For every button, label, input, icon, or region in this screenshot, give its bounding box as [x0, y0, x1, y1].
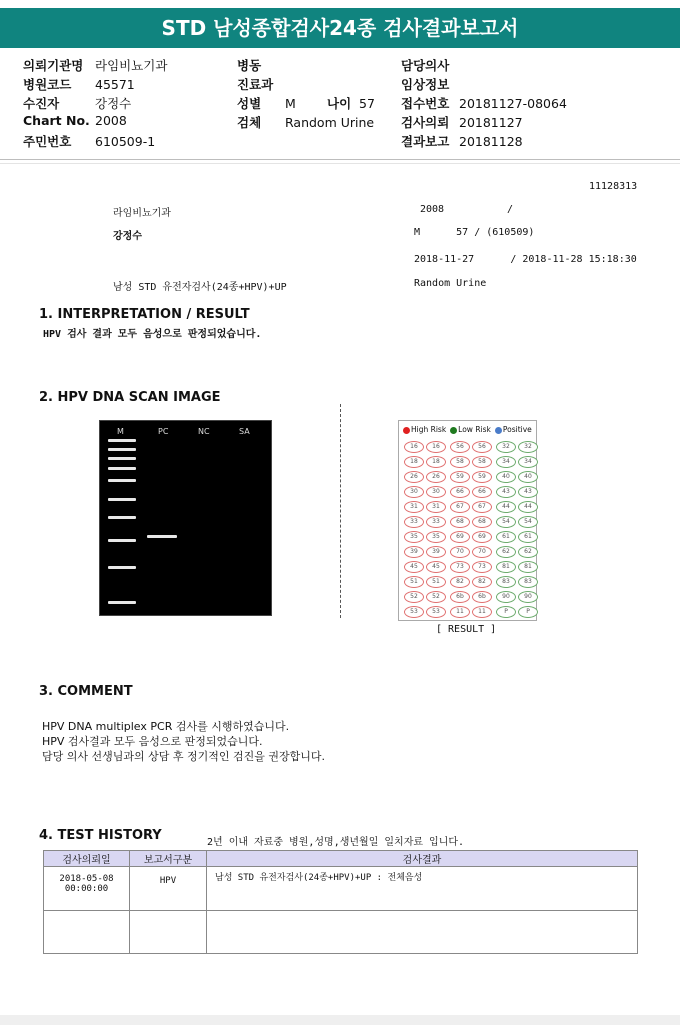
age-label: 나이 [327, 96, 352, 111]
genotype-oval: 59 [472, 471, 492, 483]
genotype-oval: 6b [450, 591, 470, 603]
marker-band [108, 566, 136, 569]
info-test-name: 남성 STD 유전자검사(24종+HPV)+UP [113, 282, 287, 293]
info-dates: 2018-11-27 / 2018-11-28 15:18:30 [414, 254, 637, 265]
clinical-info-label: 임상정보 [401, 77, 450, 92]
genotype-oval: 18 [426, 456, 446, 468]
genotype-oval: 11 [472, 606, 492, 618]
genotype-oval: 70 [472, 546, 492, 558]
history-col-result: 검사결과 [207, 851, 638, 867]
genotype-oval: 26 [426, 471, 446, 483]
genotype-oval: 59 [450, 471, 470, 483]
marker-band [108, 539, 136, 542]
age-value: 57 [359, 96, 375, 111]
sample-code: 11128313 [589, 181, 638, 192]
genotype-oval: 83 [518, 576, 538, 588]
legend-high-risk: High Risk [403, 425, 446, 434]
specimen-label: 검체 [237, 115, 262, 130]
marker-band [108, 479, 136, 482]
history-date-cell: 2018-05-08 00:00:00 [44, 867, 130, 911]
marker-band [108, 457, 136, 460]
history-table [43, 850, 638, 954]
comment-line: HPV DNA multiplex PCR 검사를 시행하였습니다. [42, 720, 290, 733]
genotype-oval: 67 [472, 501, 492, 513]
genotype-oval: 53 [426, 606, 446, 618]
genotype-oval: 68 [450, 516, 470, 528]
legend-low-risk: Low Risk [450, 425, 491, 434]
section-interpretation-title: 1. INTERPRETATION / RESULT [39, 307, 250, 322]
genotype-oval: 66 [450, 486, 470, 498]
gel-image [99, 420, 272, 616]
genotype-oval: 34 [496, 456, 516, 468]
history-type-cell [130, 911, 207, 954]
comment-line: HPV 검사결과 모두 음성으로 판정되었습니다. [42, 735, 263, 748]
genotype-oval: 30 [404, 486, 424, 498]
genotype-oval: 18 [404, 456, 424, 468]
chart-no-value: 2008 [95, 113, 127, 128]
genotype-oval: 6b [472, 591, 492, 603]
request-date-value: 20181127 [459, 115, 523, 130]
genotype-oval: 30 [426, 486, 446, 498]
history-type-cell: HPV [130, 867, 207, 911]
genotype-oval: 69 [472, 531, 492, 543]
comment-line: 담당 의사 선생님과의 상담 후 정기적인 검진을 권장합니다. [42, 750, 325, 763]
hospital-code-label: 병원코드 [23, 77, 72, 92]
history-note: 2년 이내 자료중 병원,성명,생년월일 일치자료 입니다. [207, 837, 465, 848]
genotype-oval: 81 [518, 561, 538, 573]
resident-no-value: 610509-1 [95, 134, 156, 149]
genotype-oval: 32 [518, 441, 538, 453]
genotype-oval: 90 [518, 591, 538, 603]
lane-label-nc: NC [198, 427, 210, 436]
patient-value: 강정수 [95, 96, 132, 111]
receipt-no-value: 20181127-08064 [459, 96, 567, 111]
header-col-2 [237, 56, 375, 132]
table-row [44, 911, 638, 954]
sex-value: M [285, 96, 296, 111]
genotype-oval: 52 [426, 591, 446, 603]
genotype-oval: 54 [518, 516, 538, 528]
lane-label-sa: SA [239, 427, 250, 436]
genotype-oval: P [496, 606, 516, 618]
genotype-oval: 31 [426, 501, 446, 513]
header-col-3 [401, 56, 567, 151]
genotype-oval: 43 [518, 486, 538, 498]
resident-no-label: 주민번호 [23, 134, 72, 149]
genotype-oval: 35 [404, 531, 424, 543]
marker-band [108, 601, 136, 604]
genotype-oval: 66 [472, 486, 492, 498]
genotype-oval: 67 [450, 501, 470, 513]
positive-control-band [147, 535, 177, 538]
genotype-oval: 58 [450, 456, 470, 468]
table-row [44, 867, 638, 911]
info-slash: / [507, 204, 514, 215]
info-chart: 2008 [420, 204, 445, 215]
genotype-oval: 56 [472, 441, 492, 453]
genotype-oval: 43 [496, 486, 516, 498]
genotype-oval: 45 [404, 561, 424, 573]
genotype-oval: P [518, 606, 538, 618]
lane-label-pc: PC [158, 427, 169, 436]
genotype-oval: 44 [518, 501, 538, 513]
genotype-oval: 39 [426, 546, 446, 558]
genotype-oval: 44 [496, 501, 516, 513]
genotype-oval: 56 [450, 441, 470, 453]
report-title: STD 남성종합검사24종 검사결과보고서 [0, 8, 680, 48]
genotype-oval: 52 [404, 591, 424, 603]
report-date-label: 결과보고 [401, 134, 450, 149]
positive-dot-icon [495, 427, 502, 434]
genotype-oval: 90 [496, 591, 516, 603]
header-divider [0, 159, 680, 160]
genotype-oval: 26 [404, 471, 424, 483]
dept-label: 진료과 [237, 77, 274, 92]
genotype-oval: 40 [518, 471, 538, 483]
info-specimen: Random Urine [414, 278, 487, 289]
page-footer-bar [0, 1015, 680, 1025]
genotype-oval: 33 [404, 516, 424, 528]
history-date-cell [44, 911, 130, 954]
genotype-oval: 73 [472, 561, 492, 573]
section-history-title: 4. TEST HISTORY [39, 828, 162, 843]
interpretation-text: HPV 검사 결과 모두 음성으로 판정되었습니다. [43, 329, 262, 340]
history-col-date: 검사의뢰일 [44, 851, 130, 867]
genotype-oval: 34 [518, 456, 538, 468]
request-date-label: 검사의뢰 [401, 115, 450, 130]
genotype-oval: 58 [472, 456, 492, 468]
receipt-no-label: 접수번호 [401, 96, 450, 111]
patient-label: 수진자 [23, 96, 60, 111]
genotype-oval: 61 [518, 531, 538, 543]
header-divider-2 [0, 163, 680, 164]
client-value: 라임비뇨기과 [95, 58, 168, 73]
history-header-row [44, 851, 638, 867]
genotype-oval: 35 [426, 531, 446, 543]
genotype-oval: 62 [518, 546, 538, 558]
legend-positive: Positive [495, 425, 532, 434]
marker-band [108, 439, 136, 442]
high-risk-dot-icon [403, 427, 410, 434]
doctor-label: 담당의사 [401, 58, 450, 73]
genotype-oval: 53 [404, 606, 424, 618]
low-risk-dot-icon [450, 427, 457, 434]
genotype-oval: 33 [426, 516, 446, 528]
genotype-oval: 51 [404, 576, 424, 588]
panel-legend [403, 425, 532, 434]
genotype-oval: 39 [404, 546, 424, 558]
marker-band [108, 448, 136, 451]
genotype-oval: 82 [450, 576, 470, 588]
history-result-cell: 남성 STD 유전자검사(24종+HPV)+UP : 전체음성 [207, 867, 638, 911]
genotype-oval: 16 [426, 441, 446, 453]
genotype-oval: 32 [496, 441, 516, 453]
specimen-value: Random Urine [285, 115, 375, 130]
lane-label-m: M [117, 427, 124, 436]
genotype-oval: 54 [496, 516, 516, 528]
history-col-type: 보고서구분 [130, 851, 207, 867]
comment-block [42, 719, 325, 764]
genotype-oval: 69 [450, 531, 470, 543]
section-comment-title: 3. COMMENT [39, 684, 133, 699]
genotype-oval: 11 [450, 606, 470, 618]
genotype-oval: 82 [472, 576, 492, 588]
genotype-oval: 45 [426, 561, 446, 573]
sex-label: 성별 [237, 96, 262, 111]
genotype-oval: 73 [450, 561, 470, 573]
report-date-value: 20181128 [459, 134, 523, 149]
info-clinic: 라임비뇨기과 [113, 208, 171, 219]
client-label: 의뢰기관명 [23, 58, 84, 73]
history-result-cell [207, 911, 638, 954]
genotype-oval: 62 [496, 546, 516, 558]
genotype-oval: 51 [426, 576, 446, 588]
hpv-result-panel [398, 420, 537, 621]
genotype-oval: 61 [496, 531, 516, 543]
marker-band [108, 516, 136, 519]
genotype-oval: 70 [450, 546, 470, 558]
ward-label: 병동 [237, 58, 262, 73]
header-col-1 [23, 56, 167, 151]
chart-no-label: Chart No. [23, 113, 90, 128]
hospital-code-value: 45571 [95, 77, 135, 92]
genotype-oval: 81 [496, 561, 516, 573]
genotype-oval: 40 [496, 471, 516, 483]
genotype-oval: 83 [496, 576, 516, 588]
section-scan-image-title: 2. HPV DNA SCAN IMAGE [39, 390, 221, 405]
marker-band [108, 498, 136, 501]
marker-band [108, 467, 136, 470]
info-sex-age: M 57 / (610509) [414, 227, 535, 238]
image-divider [340, 404, 341, 618]
info-patient: 강정수 [113, 231, 142, 242]
genotype-oval: 31 [404, 501, 424, 513]
result-caption: [ RESULT ] [436, 624, 497, 635]
genotype-oval: 68 [472, 516, 492, 528]
genotype-oval: 16 [404, 441, 424, 453]
